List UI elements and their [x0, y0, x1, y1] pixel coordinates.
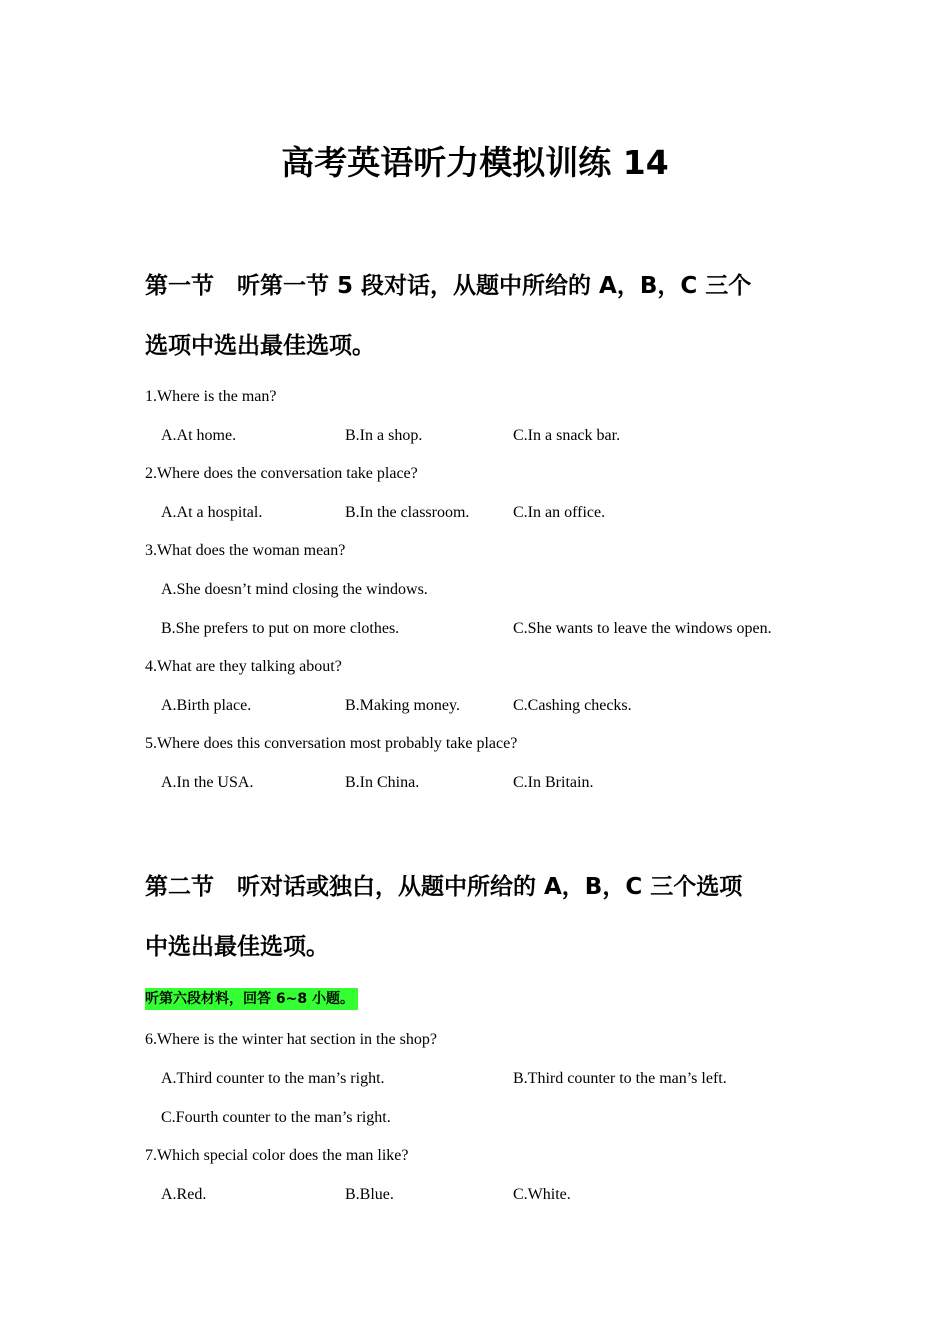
- q6-option-b: B.Third counter to the man’s left.: [513, 1070, 727, 1087]
- question-1: 1.Where is the man?: [145, 388, 277, 405]
- q7-option-a: A.Red.: [161, 1186, 207, 1203]
- q5-option-c: C.In Britain.: [513, 774, 594, 791]
- section2-instruction: 听第六段材料，回答 6~8 小题。: [145, 988, 358, 1010]
- q5-option-a: A.In the USA.: [161, 774, 254, 791]
- q4-option-b: B.Making money.: [345, 697, 460, 714]
- q6-option-a: A.Third counter to the man’s right.: [161, 1070, 385, 1087]
- question-5: 5.Where does this conversation most probably take place?: [145, 735, 518, 752]
- q5-option-b: B.In China.: [345, 774, 420, 791]
- question-3: 3.What does the woman mean?: [145, 542, 346, 559]
- q2-option-a: A.At a hospital.: [161, 504, 263, 521]
- question-2: 2.Where does the conversation take place?: [145, 465, 418, 482]
- q4-option-a: A.Birth place.: [161, 697, 252, 714]
- question-6: 6.Where is the winter hat section in the shop?: [145, 1031, 437, 1048]
- q3-option-a: A.She doesn’t mind closing the windows.: [161, 581, 428, 598]
- q3-option-b: B.She prefers to put on more clothes.: [161, 620, 400, 637]
- q4-option-c: C.Cashing checks.: [513, 697, 632, 714]
- section1-heading-line2: 选项中选出最佳选项。: [145, 333, 375, 359]
- question-7: 7.Which special color does the man like?: [145, 1147, 409, 1164]
- section2-heading-line1: 第二节 听对话或独白，从题中所给的 A，B，C 三个选项: [145, 874, 743, 900]
- section2-heading-line2: 中选出最佳选项。: [145, 934, 329, 960]
- section1-heading-line1: 第一节 听第一节 5 段对话，从题中所给的 A，B，C 三个: [145, 273, 752, 299]
- page-title: 高考英语听力模拟训练 14: [281, 143, 669, 182]
- q1-option-a: A.At home.: [161, 427, 237, 444]
- q7-option-b: B.Blue.: [345, 1186, 394, 1203]
- q1-option-b: B.In a shop.: [345, 427, 423, 444]
- question-4: 4.What are they talking about?: [145, 658, 342, 675]
- q2-option-c: C.In an office.: [513, 504, 606, 521]
- q7-option-c: C.White.: [513, 1186, 571, 1203]
- q6-option-c: C.Fourth counter to the man’s right.: [161, 1109, 391, 1126]
- q1-option-c: C.In a snack bar.: [513, 427, 621, 444]
- q3-option-c: C.She wants to leave the windows open.: [513, 620, 772, 637]
- q2-option-b: B.In the classroom.: [345, 504, 470, 521]
